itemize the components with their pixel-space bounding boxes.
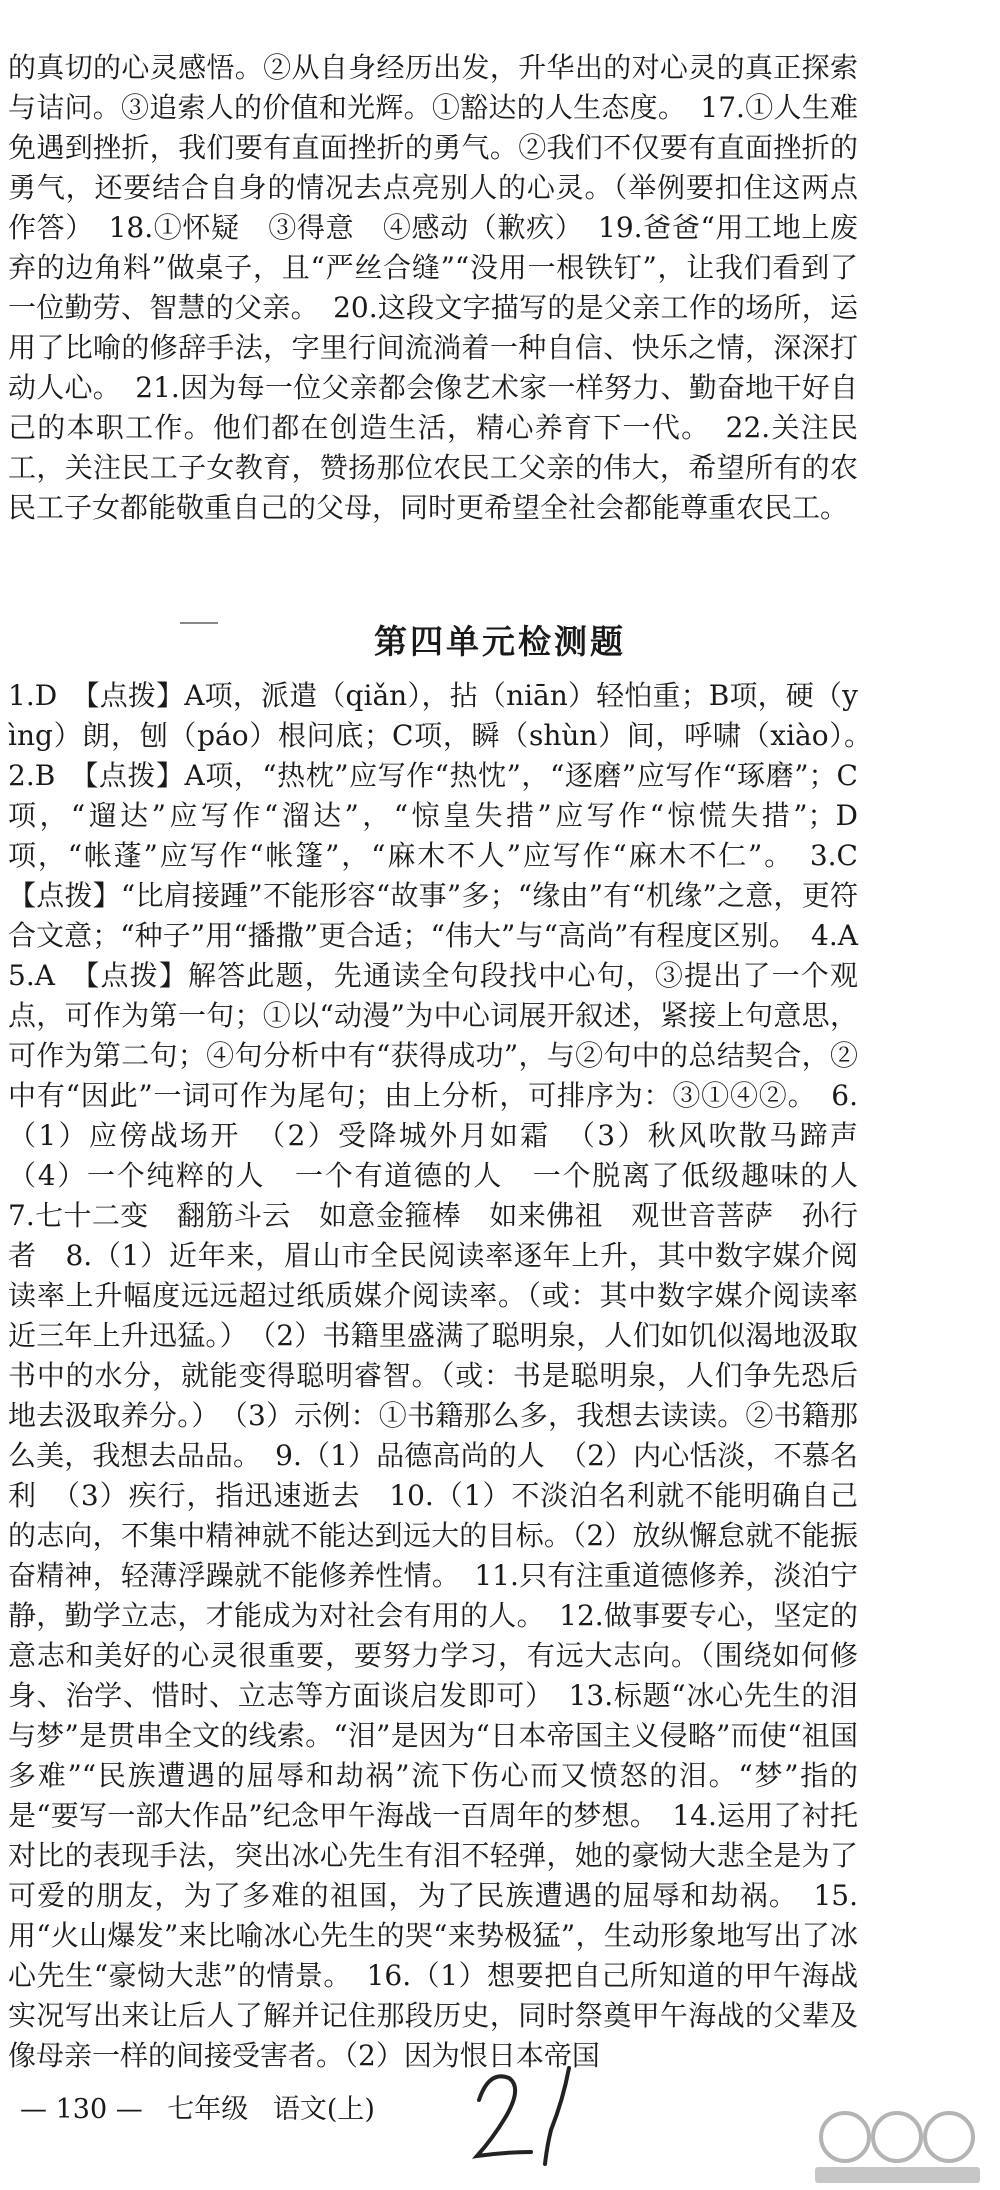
subject-label: 语文(上) bbox=[272, 2094, 375, 2125]
answer-paragraph-unit4: 1.D 【点拨】A项，派遣（qiǎn），拈（niān）轻怕重；B项，硬（yìng）朗，刨（páo）根问底；C项，瞬（shùn）间，呼啸（xiào）。 2.B 【点拨】A项，“热枕”应写作“热忱”，“逐磨”应写作“琢磨”；C项，“遛达”应写作“溜达”，“惊皇失措”应写作“惊慌失措”；D项，“帐蓬”应写作“帐篷”，“麻木不人”应写作“麻木不仁”。 3.C 【点拨】“比肩接踵”不能形容“故事”多；“缘由”有“机缘”之意，更符合文意；“种子”用“播撒”更合适；“伟大”与“高尚”有程度区别。 4.A 5.A 【点拨】解答此题，先通读全句段找中心句，③提出了一个观点，可作为第一句；①以“动漫”为中心词展开叙述，紧接上句意思，可作为第二句；④句分析中有“获得成功”，与②句中的总结契合，②中有“因此”一词可作为尾句；由上分析，可排序为：③①④②。 6.（1）应傍战场开 （2）受降城外月如霜 （3）秋风吹散马蹄声 （4）一个纯粹的人 一个有道德的人 一个脱离了低级趣味的人 7.七十二变 翻筋斗云 如意金箍棒 如来佛祖 观世音菩萨 孙行者 8.（1）近年来，眉山市全民阅读率逐年上升，其中数字媒介阅读率上升幅度远远超过纸质媒介阅读率。（或：其中数字媒介阅读率近三年上升迅猛。） （2）书籍里盛满了聪明泉，人们如饥似渴地汲取书中的水分，就能变得聪明睿智。（或：书是聪明泉，人们争先恐后地去汲取养分。） （3）示例：①书籍那么多，我想去读读。②书籍那么美，我想去品品。 9.（1）品德高尚的人 （2）内心恬淡，不慕名利 （3）疾行，指迅速逝去 10.（1）不淡泊名利就不能明确自己的志向，不集中精神就不能达到远大的目标。（2）放纵懈怠就不能振奋精神，轻薄浮躁就不能修养性情。 11.只有注重道德修养，淡泊宁静，勤学立志，才能成为对社会有用的人。 12.做事要专心，坚定的意志和美好的心灵很重要，要努力学习，有远大志向。（围绕如何修身、治学、惜时、立志等方面谈启发即可） 13.标题“冰心先生的泪与梦”是贯串全文的线索。“泪”是因为“日本帝国主义侵略”而使“祖国多难”“民族遭遇的屈辱和劫祸”流下伤心而又愤怒的泪。“梦”指的是“要写一部大作品”纪念甲午海战一百周年的梦想。 14.运用了衬托对比的表现手法，突出冰心先生有泪不轻弹，她的豪恸大悲全是为了可爱的朋友，为了多难的祖国，为了民族遭遇的屈辱和劫祸。 15.用“火山爆发”来比喻冰心先生的哭“来势极猛”，生动形象地写出了冰心先生“豪恸大悲”的情景。 16.（1）想要把自己所知道的甲午海战实况写出来让后人了解并记住那段历史，同时祭奠甲午海战的父辈及像母亲一样的间接受害者。（2）因为恨日本帝国 bbox=[8, 679, 887, 2072]
page-number: — 130 — bbox=[20, 2094, 143, 2125]
handwritten-number-mark bbox=[465, 2060, 595, 2170]
page-footer bbox=[20, 2090, 391, 2130]
section-title: 第四单元检测题 bbox=[374, 622, 626, 661]
watermark-logo bbox=[805, 2105, 990, 2187]
grade-label: 七年级 bbox=[167, 2094, 249, 2125]
answer-paragraph-continued: 的真切的心灵感悟。②从自身经历出发，升华出的对心灵的真正探索与诘问。③追索人的价值和光辉。①豁达的人生态度。 17.①人生难免遇到挫折，我们要有直面挫折的勇气。②我们不仅要有直面挫折的勇气，还要结合自身的情况去点亮别人的心灵。（举例要扣住这两点作答） 18.①怀疑 ③得意 ④感动（歉疚） 19.爸爸“用工地上废弃的边角料”做桌子，且“严丝合缝”“没用一根铁钉”，让我们看到了一位勤劳、智慧的父亲。 20.这段文字描写的是父亲工作的场所，运用了比喻的修辞手法，字里行间流淌着一种自信、快乐之情，深深打动人心。 21.因为每一位父亲都会像艺术家一样努力、勤奋地干好自己的本职工作。他们都在创造生活，精心养育下一代。 22.关注民工，关注民工子女教育，赞扬那位农民工父亲的伟大，希望所有的农民工子女都能敬重自己的父母，同时更希望全社会都能尊重农民工。 bbox=[8, 51, 858, 524]
